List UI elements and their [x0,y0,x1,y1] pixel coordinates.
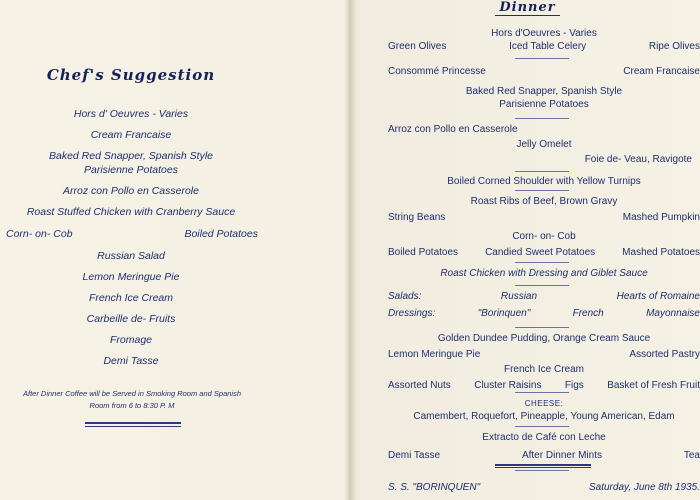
dinner-menu-cell: Hearts of Romaine [616,291,700,302]
dinner-menu-line [388,231,700,243]
dinner-menu-cell: Figs [564,380,584,391]
left-menu-item: Demi Tasse [103,355,159,367]
dinner-menu-cell: Green Olives [388,41,447,52]
menu-date: Saturday, June 8th 1935. [588,482,700,493]
menu-separator [515,171,569,172]
dinner-menu-line [388,291,700,303]
dinner-menu-line [388,380,700,392]
dinner-menu-line [388,364,700,376]
left-page [0,0,345,500]
dinner-menu-line [388,268,700,280]
dinner-menu-line [388,28,700,40]
dinner-menu-cell: Mashed Potatoes [622,247,700,258]
dinner-menu-line [388,154,700,166]
dinner-menu-text: Boiled Corned Shoulder with Yellow Turnips [447,176,641,187]
dinner-menu-text: Corn- on- Cob [512,231,576,242]
left-double-rule [85,422,181,427]
dinner-menu-line [388,247,700,259]
dinner-menu-cell: Russian [500,291,538,302]
right-page [355,0,700,500]
dinner-menu-text: Golden Dundee Pudding, Orange Cream Sauce [437,333,651,344]
coffee-note: After Dinner Coffee will be Served in Smoking Room and Spanish Room from 6 to 8:30 P. M [22,389,242,410]
dinner-menu-line [388,86,700,98]
left-menu-item: Russian Salad [97,250,165,262]
corn-label: Corn- on- Cob [6,228,73,240]
dinner-menu-text: Arroz con Pollo en Casserole [388,124,518,135]
dinner-menu-cell: Mashed Pumpkin [622,212,700,223]
dinner-menu-line [388,196,700,208]
dinner-menu-cell: Ripe Olives [648,41,700,52]
dinner-menu-line [388,308,700,320]
dinner-menu-cell: Assorted Pastry [629,349,700,360]
menu-separator [515,262,569,263]
dinner-menu-cell: Assorted Nuts [388,380,451,391]
dinner-menu-text: Hors d'Oeuvres - Varies [491,28,597,39]
dinner-menu-cell: Basket of Fresh Fruit [607,380,700,391]
dinner-menu-text: Roast Ribs of Beef, Brown Gravy [470,196,618,207]
left-menu-item: Lemon Meringue Pie [82,271,180,283]
dinner-menu-line [388,333,700,345]
dinner-menu-line [388,212,700,224]
dinner-menu-cell: Salads: [388,291,422,302]
boiled-potatoes-label: Boiled Potatoes [184,228,258,240]
dinner-title [355,0,700,15]
right-double-rule [495,464,591,468]
corn-row [6,228,258,240]
dinner-menu-cell: Cluster Raisins [474,380,542,391]
page-fold [345,0,355,500]
dinner-menu-line [388,349,700,361]
left-menu-item: French Ice Cream [88,292,174,304]
dinner-menu-cell: Candied Sweet Potatoes [485,247,596,258]
dinner-menu-text: Parisienne Potatoes [499,99,589,110]
left-menu-item: Cream Francaise [90,129,172,141]
left-menu-item: Parisienne Potatoes [84,164,178,176]
dinner-menu-line [388,450,700,462]
dinner-menu-text: Baked Red Snapper, Spanish Style [465,86,623,97]
left-menu-item: Fromage [109,334,152,346]
menu-separator [515,58,569,59]
dinner-menu-cell: Boiled Potatoes [388,247,459,258]
menu-separator [515,327,569,328]
menu-separator [515,190,569,191]
left-menu-item: Baked Red Snapper, Spanish Style [48,150,214,162]
dinner-menu-cell: String Beans [388,212,446,223]
menu-separator [515,392,569,393]
dinner-menu-cell: Iced Table Celery [509,41,587,52]
dinner-menu-text: Camembert, Roquefort, Pineapple, Young American, Edam [413,411,675,422]
chefs-suggestion-title: Chef's Suggestion [46,66,216,84]
dinner-menu-cell: Tea [683,450,700,461]
dinner-menu-cell: Consommé Princesse [388,66,486,77]
dinner-menu-line [388,99,700,111]
dinner-menu-text: Roast Chicken with Dressing and Giblet Sauce [440,268,648,279]
menu-separator [515,470,569,471]
dinner-menu-text: Foie de- Veau, Ravigote [584,154,692,165]
dinner-menu-text: French Ice Cream [503,364,585,375]
dinner-menu-line [388,41,700,53]
menu-separator [515,285,569,286]
dinner-menu-line [388,176,700,188]
dinner-menu-text: Extracto de Café con Leche [482,432,606,443]
dinner-title-text: Dinner [495,0,559,16]
dinner-menu-cell: After Dinner Mints [521,450,602,461]
dinner-menu-cell: "Borinquen" [477,308,531,319]
dinner-menu-cell: Lemon Meringue Pie [388,349,481,360]
dinner-menu-cell: Dressings: [388,308,436,319]
dinner-menu-line [388,398,700,410]
menu-separator [515,118,569,119]
dinner-menu-line [388,411,700,423]
dinner-menu-line [388,66,700,78]
left-menu-item: Roast Stuffed Chicken with Cranberry Sauce [26,206,236,218]
dinner-menu-line [388,124,700,136]
dinner-menu-cell: French [572,308,604,319]
menu-footer [388,482,700,493]
cheese-heading: CHEESE: [524,399,564,408]
dinner-menu-line [388,139,700,151]
dinner-menu-cell: Cream Francaise [623,66,700,77]
dinner-menu-line [388,432,700,444]
left-menu-item: Carbeille de- Fruits [86,313,176,325]
left-menu-item: Arroz con Pollo en Casserole [63,185,199,197]
dinner-menu-cell: Demi Tasse [388,450,441,461]
ship-name: S. S. "BORINQUEN" [388,482,481,493]
dinner-menu-text: Jelly Omelet [516,139,572,150]
menu-separator [515,426,569,427]
left-menu-item: Hors d' Oeuvres - Varies [73,108,189,120]
dinner-menu-cell: Mayonnaise [646,308,700,319]
